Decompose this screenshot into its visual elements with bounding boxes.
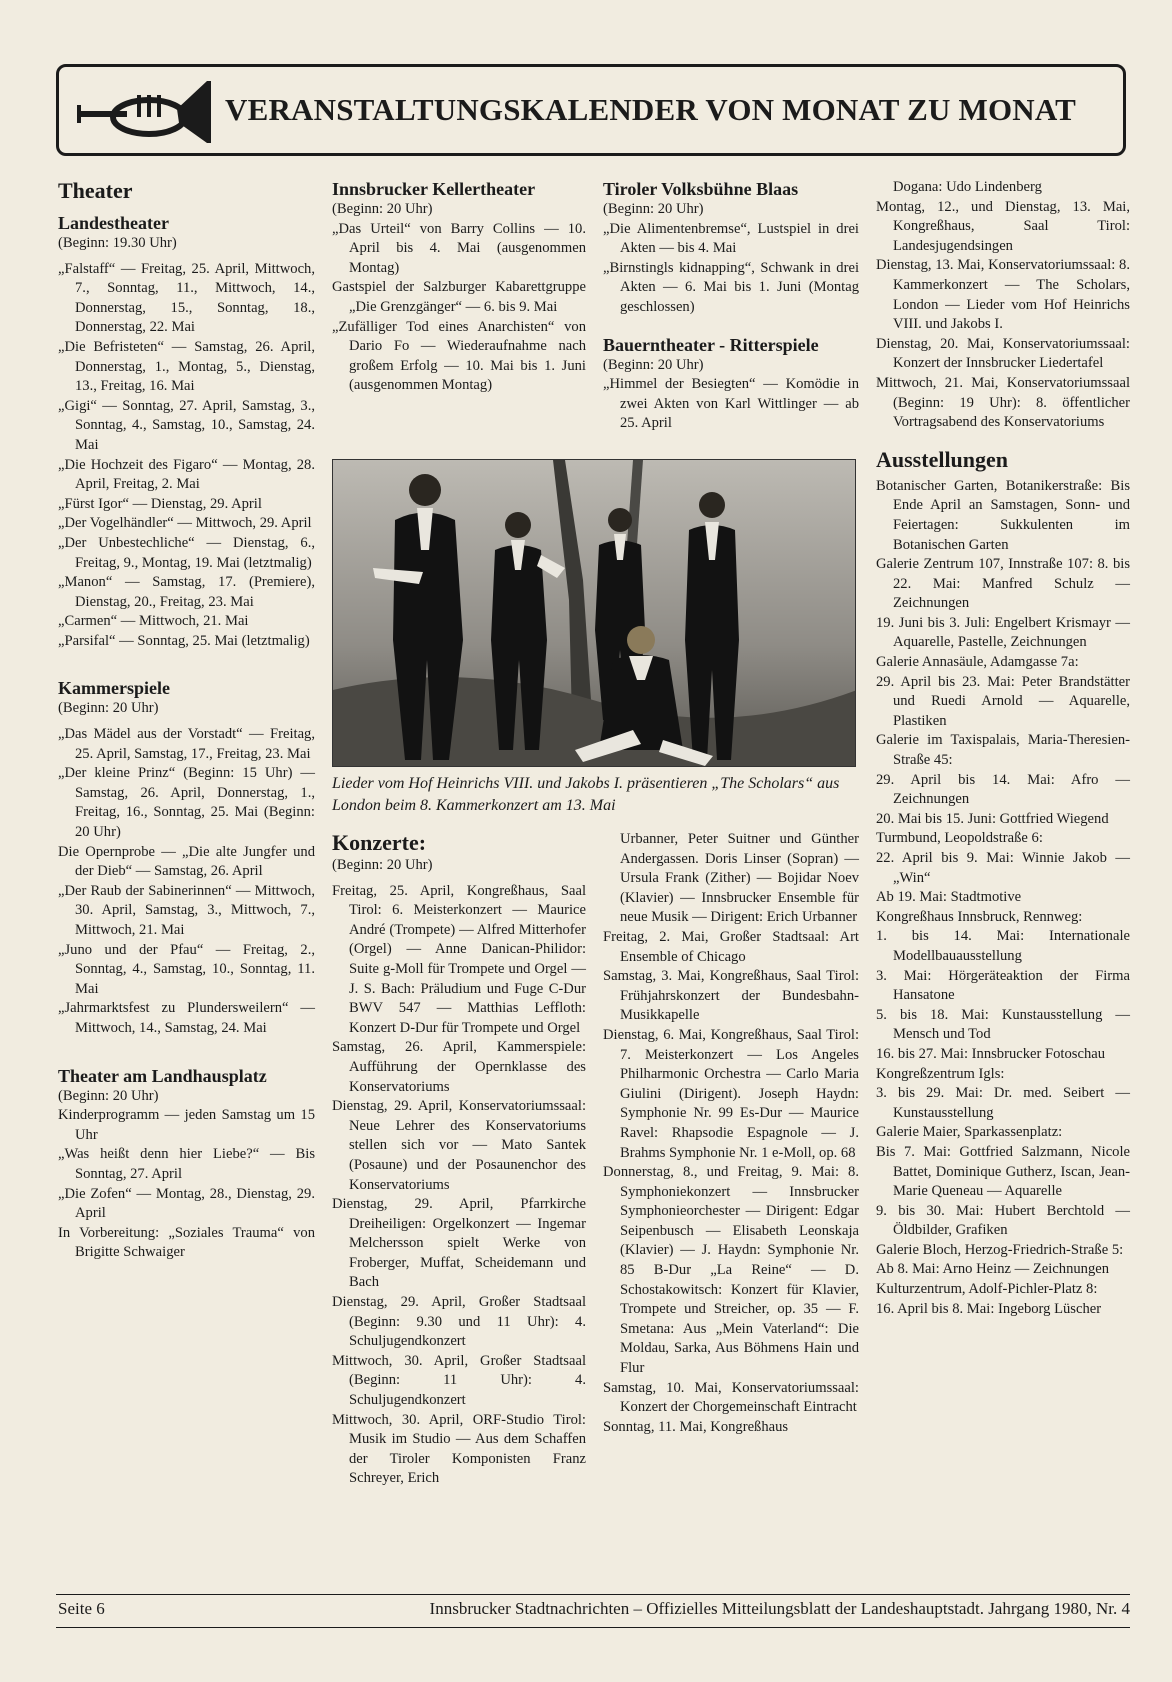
list-item: „Die Befristeten“ — Samstag, 26. April, Donnerstag, 1., Montag, 5., Dienstag, 13., Freitag, 16. Mai — [58, 338, 315, 395]
venue-title: Bauerntheater - Ritterspiele — [603, 334, 819, 355]
photo-illustration — [333, 460, 856, 767]
column-konzerte — [332, 830, 586, 1489]
list-item: Galerie im Taxispalais, Maria-Theresien-Straße 45: — [876, 732, 1130, 769]
list-item: Urbanner, Peter Suitner und Günther Andergassen. Doris Linser (Sopran) — Ursula Frank (Zither) — Bojidar Noev (Klavier) — Innsbrucker Ensemble für neue Musik — Dirigent: Erich Urbanner — [620, 831, 859, 926]
list-item: Turmbund, Leopoldstraße 6: — [876, 830, 1043, 847]
list-item: „Der Raub der Sabinerinnen“ — Mittwoch, 30. April, Samstag, 3., Mittwoch, 7., Mittwoch, 21. Mai — [58, 882, 315, 938]
column-volksbuehne — [603, 178, 859, 434]
column-theater — [58, 178, 315, 1263]
list-item: „Parsifal“ — Sonntag, 25. Mai (letztmalig) — [58, 632, 310, 649]
section-heading: Ausstellungen — [876, 446, 1009, 472]
list-item: „Manon“ — Samstag, 17. (Premiere), Dienstag, 20., Freitag, 23. Mai — [58, 574, 315, 610]
header-banner — [56, 64, 1126, 156]
list-item: Samstag, 26. April, Kammerspiele: Aufführung der Opernklasse des Konservatoriums — [332, 1039, 586, 1095]
footer-rule-bottom — [56, 1627, 1130, 1628]
venue-begin: (Beginn: 20 Uhr) — [332, 201, 433, 217]
list-item: „Das Urteil“ von Barry Collins — 10. April bis 4. Mai (ausgenommen Montag) — [332, 220, 586, 276]
venue-begin: (Beginn: 20 Uhr) — [332, 857, 433, 873]
trumpet-icon — [67, 75, 217, 145]
list-item: „Fürst Igor“ — Dienstag, 29. April — [58, 495, 262, 512]
list-item: „Die Zofen“ — Montag, 28., Dienstag, 29. April — [58, 1185, 315, 1222]
list-item: Ab 19. Mai: Stadtmotive — [876, 889, 1022, 906]
list-item: „Die Hochzeit des Figaro“ — Montag, 28. April, Freitag, 2. Mai — [58, 456, 315, 493]
list-item: 22. April bis 9. Mai: Winnie Jakob — „Win“ — [876, 850, 1130, 886]
list-item: 29. April bis 23. Mai: Peter Brandstätter und Ruedi Arnold — Aquarelle, Plastiken — [876, 673, 1130, 729]
list-item: 5. bis 18. Mai: Kunstausstellung — Mensch und Tod — [876, 1006, 1130, 1043]
column-konzerte-ausstellungen — [876, 178, 1130, 1319]
list-item: Mittwoch, 21. Mai, Konservatoriumssaal (Beginn: 19 Uhr): 8. öffentlicher Vortragsabend des Konservatoriums — [876, 374, 1130, 431]
list-item: 16. April bis 8. Mai: Ingeborg Lüscher — [876, 1300, 1102, 1317]
venue-title: Kammerspiele — [58, 678, 170, 699]
list-item: Dienstag, 29. April, Großer Stadtsaal (Beginn: 9.30 und 11 Uhr): 4. Schuljugendkonzert — [332, 1294, 586, 1350]
list-item: „Himmel der Besiegten“ — Komödie in zwei Akten von Karl Wittlinger — ab 25. April — [603, 376, 859, 432]
list-item: Kongreßhaus Innsbruck, Rennweg: — [876, 908, 1083, 925]
list-item: Galerie Zentrum 107, Innstraße 107: 8. bis 22. Mai: Manfred Schulz — Zeichnungen — [876, 556, 1130, 612]
list-item: 20. Mai bis 15. Juni: Gottfried Wiegend — [876, 810, 1109, 827]
list-item: Dogana: Udo Lindenberg — [893, 179, 1042, 195]
list-item: „Gigi“ — Sonntag, 27. April, Samstag, 3., Sonntag, 4., Samstag, 10., Samstag, 24. Mai — [58, 397, 315, 453]
list-item: Freitag, 25. April, Kongreßhaus, Saal Tirol: 6. Meisterkonzert — Maurice André (Trompete) — Alfred Mitterhofer (Orgel) — Anne Danican-Philidor: Suite g-Moll für Trompete und Orgel — J. S. Bach: Präludium und Fuge C-Dur BWV 547 — Matthias Leffloth: Konzert D-Dur für Trompete und Orgel — [332, 882, 586, 1036]
list-item: Bis 7. Mai: Gottfried Salzmann, Nicole Battet, Dominique Gutherz, Iscan, Jean-Marie Queneau — Aquarelle — [876, 1143, 1130, 1200]
list-item: Kongreßzentrum Igls: — [876, 1065, 1005, 1082]
list-item: Botanischer Garten, Botanikerstraße: Bis Ende April an Samstagen, Sonn- und Feiertagen: Sukkulenten im Botanischen Garten — [876, 477, 1130, 553]
list-item: Samstag, 3. Mai, Kongreßhaus, Saal Tirol: Frühjahrskonzert der Bundesbahn-Musikkapelle — [603, 968, 859, 1024]
venue-begin: (Beginn: 20 Uhr) — [58, 1087, 159, 1104]
venue-begin: (Beginn: 20 Uhr) — [603, 201, 704, 217]
venue-title: Tiroler Volksbühne Blaas — [603, 179, 799, 199]
list-item: 29. April bis 14. Mai: Afro — Zeichnungen — [876, 771, 1130, 808]
publication-info: Innsbrucker Stadtnachrichten – Offizielles Mitteilungsblatt der Landeshauptstadt. Jahrgang 1980, Nr. 4 — [429, 1599, 1130, 1618]
page-number: Seite 6 — [58, 1599, 105, 1618]
list-item: Dienstag, 6. Mai, Kongreßhaus, Saal Tirol: 7. Meisterkonzert — Los Angeles Philharmonic Orchestra — Carlo Maria Giulini (Dirigent). Joseph Haydn: Symphonie Nr. 99 Es-Dur — Maurice Ravel: Rhapsodie Espagnole — J. Brahms Symphonie Nr. 1 e-Moll, op. 68 — [603, 1026, 859, 1161]
list-item: Gastspiel der Salzburger Kabarettgruppe „Die Grenzgänger“ — 6. bis 9. Mai — [332, 279, 586, 315]
list-item: „Der kleine Prinz“ (Beginn: 15 Uhr) — Samstag, 26. April, Donnerstag, 1., Freitag, 16., Sonntag, 25. Mai (Beginn: 20 Uhr) — [58, 765, 315, 841]
list-item: Mittwoch, 30. April, Großer Stadtsaal (Beginn: 11 Uhr): 4. Schuljugendkonzert — [332, 1352, 586, 1409]
list-item: „Birnstingls kidnapping“, Schwank in drei Akten — 6. Mai bis 1. Juni (Montag geschlossen) — [603, 259, 859, 315]
list-item: Dienstag, 29. April, Pfarrkirche Dreiheiligen: Orgelkonzert — Ingemar Melchersson spielt Werke von Froberger, Muffat, Scheidemann und Bach — [332, 1196, 586, 1291]
list-item: Ab 8. Mai: Arno Heinz — Zeichnungen — [876, 1261, 1110, 1278]
list-item: Die Opernprobe — „Die alte Jungfer und der Dieb“ — Samstag, 26. April — [58, 843, 315, 880]
list-item: „Carmen“ — Mittwoch, 21. Mai — [58, 613, 249, 630]
list-item: 3. bis 29. Mai: Dr. med. Seibert — Kunstausstellung — [876, 1085, 1130, 1121]
list-item: Donnerstag, 8., und Freitag, 9. Mai: 8. Symphoniekonzert — Innsbrucker Symphonieorchester — Dirigent: Edgar Seipenbusch — Elisabeth Leonskaja (Klavier) — J. Haydn: Symphonie Nr. 85 B-Dur „La Reine“ — D. Schostakowitsch: Konzert für Klavier, Trompete und Streicher, op. 35 — F. Smetana: Aus „Mein Vaterland“: Die Moldau, Sarka, Aus Böhmens Hain und Flur — [603, 1164, 859, 1377]
list-item: 16. bis 27. Mai: Innsbrucker Fotoschau — [876, 1045, 1106, 1062]
section-heading: Theater — [58, 178, 133, 203]
list-item: „Das Mädel aus der Vorstadt“ — Freitag, 25. April, Samstag, 17., Freitag, 23. Mai — [58, 726, 315, 762]
list-item: Dienstag, 20. Mai, Konservatoriumssaal: Konzert der Innsbrucker Liedertafel — [876, 335, 1130, 372]
list-item: Kulturzentrum, Adolf-Pichler-Platz 8: — [876, 1281, 1098, 1298]
venue-title: Landestheater — [58, 213, 169, 233]
list-item: Galerie Annasäule, Adamgasse 7a: — [876, 654, 1079, 671]
list-item: „Die Alimentenbremse“, Lustspiel in drei Akten — bis 4. Mai — [603, 220, 859, 257]
list-item: „Jahrmarktsfest zu Plundersweilern“ — Mittwoch, 14., Samstag, 24. Mai — [58, 1000, 315, 1036]
list-item: 3. Mai: Hörgeräteaktion der Firma Hansatone — [876, 967, 1130, 1004]
venue-begin: (Beginn: 20 Uhr) — [58, 700, 159, 717]
list-item: Galerie Bloch, Herzog-Friedrich-Straße 5: — [876, 1241, 1124, 1258]
list-item: Freitag, 2. Mai, Großer Stadtsaal: Art Ensemble of Chicago — [603, 928, 859, 965]
list-item: Kinderprogramm — jeden Samstag um 15 Uhr — [58, 1107, 315, 1143]
list-item: 9. bis 30. Mai: Hubert Berchtold — Öldbilder, Grafiken — [876, 1202, 1130, 1239]
list-item: Montag, 12., und Dienstag, 13. Mai, Kongreßhaus, Saal Tirol: Landesjugendsingen — [876, 198, 1130, 254]
list-item: „Was heißt denn hier Liebe?“ — Bis Sonntag, 27. April — [58, 1146, 315, 1182]
list-item: Samstag, 10. Mai, Konservatoriumssaal: Konzert der Chorgemeinschaft Eintracht — [603, 1379, 859, 1416]
scholars-photo — [332, 459, 856, 767]
list-item: „Falstaff“ — Freitag, 25. April, Mittwoch, 7., Sonntag, 11., Mittwoch, 14., Donnerstag, 15., Sonntag, 18., Donnerstag, 22. Mai — [58, 260, 315, 336]
venue-title: Innsbrucker Kellertheater — [332, 179, 536, 199]
list-item: „Juno und der Pfau“ — Freitag, 2., Sonntag, 4., Samstag, 10., Sonntag, 11. Mai — [58, 941, 315, 997]
venue-begin: (Beginn: 20 Uhr) — [603, 356, 704, 373]
column-konzerte-continued — [603, 830, 859, 1437]
list-item: „Der Unbestechliche“ — Dienstag, 6., Freitag, 9., Montag, 19. Mai (letztmalig) — [58, 534, 315, 571]
list-item: Dienstag, 29. April, Konservatoriumssaal: Neue Lehrer des Konservatoriums stellen sich vor — Mato Santek (Posaune) und der Posaunenchor des Konservatoriums — [332, 1098, 586, 1193]
list-item: Sonntag, 11. Mai, Kongreßhaus — [603, 1418, 789, 1435]
section-heading: Konzerte: — [332, 830, 427, 855]
footer-rule — [56, 1594, 1130, 1595]
list-item: Dienstag, 13. Mai, Konservatoriumssaal: 8. Kammerkonzert — The Scholars, London — Lieder vom Hof Heinrichs VIII. und Jakobs I. — [876, 257, 1130, 333]
list-item: Galerie Maier, Sparkassenplatz: — [876, 1124, 1063, 1141]
list-item: Mittwoch, 30. April, ORF-Studio Tirol: Musik im Studio — Aus dem Schaffen der Tiroler Komponisten Franz Schreyer, Erich — [332, 1411, 586, 1487]
venue-title: Theater am Landhausplatz — [58, 1065, 267, 1086]
column-kellertheater — [332, 178, 586, 396]
list-item: In Vorbereitung: „Soziales Trauma“ von Brigitte Schwaiger — [58, 1224, 315, 1261]
photo-caption: Lieder vom Hof Heinrichs VIII. und Jakobs I. präsentieren „The Scholars“ aus London beim 8. Kammerkonzert am 13. Mai — [332, 775, 840, 814]
page-title: VERANSTALTUNGSKALENDER VON MONAT ZU MONAT — [225, 92, 1077, 127]
list-item: „Zufälliger Tod eines Anarchisten“ von Dario Fo — Wiederaufnahme nach großem Erfolg — 10. Mai bis 1. Juni (ausgenommen Montag) — [332, 318, 586, 394]
list-item: 1. bis 14. Mai: Internationale Modellbauausstellung — [876, 928, 1130, 964]
venue-begin: (Beginn: 19.30 Uhr) — [58, 235, 177, 251]
list-item: 19. Juni bis 3. Juli: Engelbert Krismayr — Aquarelle, Pastelle, Zeichnungen — [876, 614, 1130, 651]
list-item: „Der Vogelhändler“ — Mittwoch, 29. April — [58, 515, 312, 532]
